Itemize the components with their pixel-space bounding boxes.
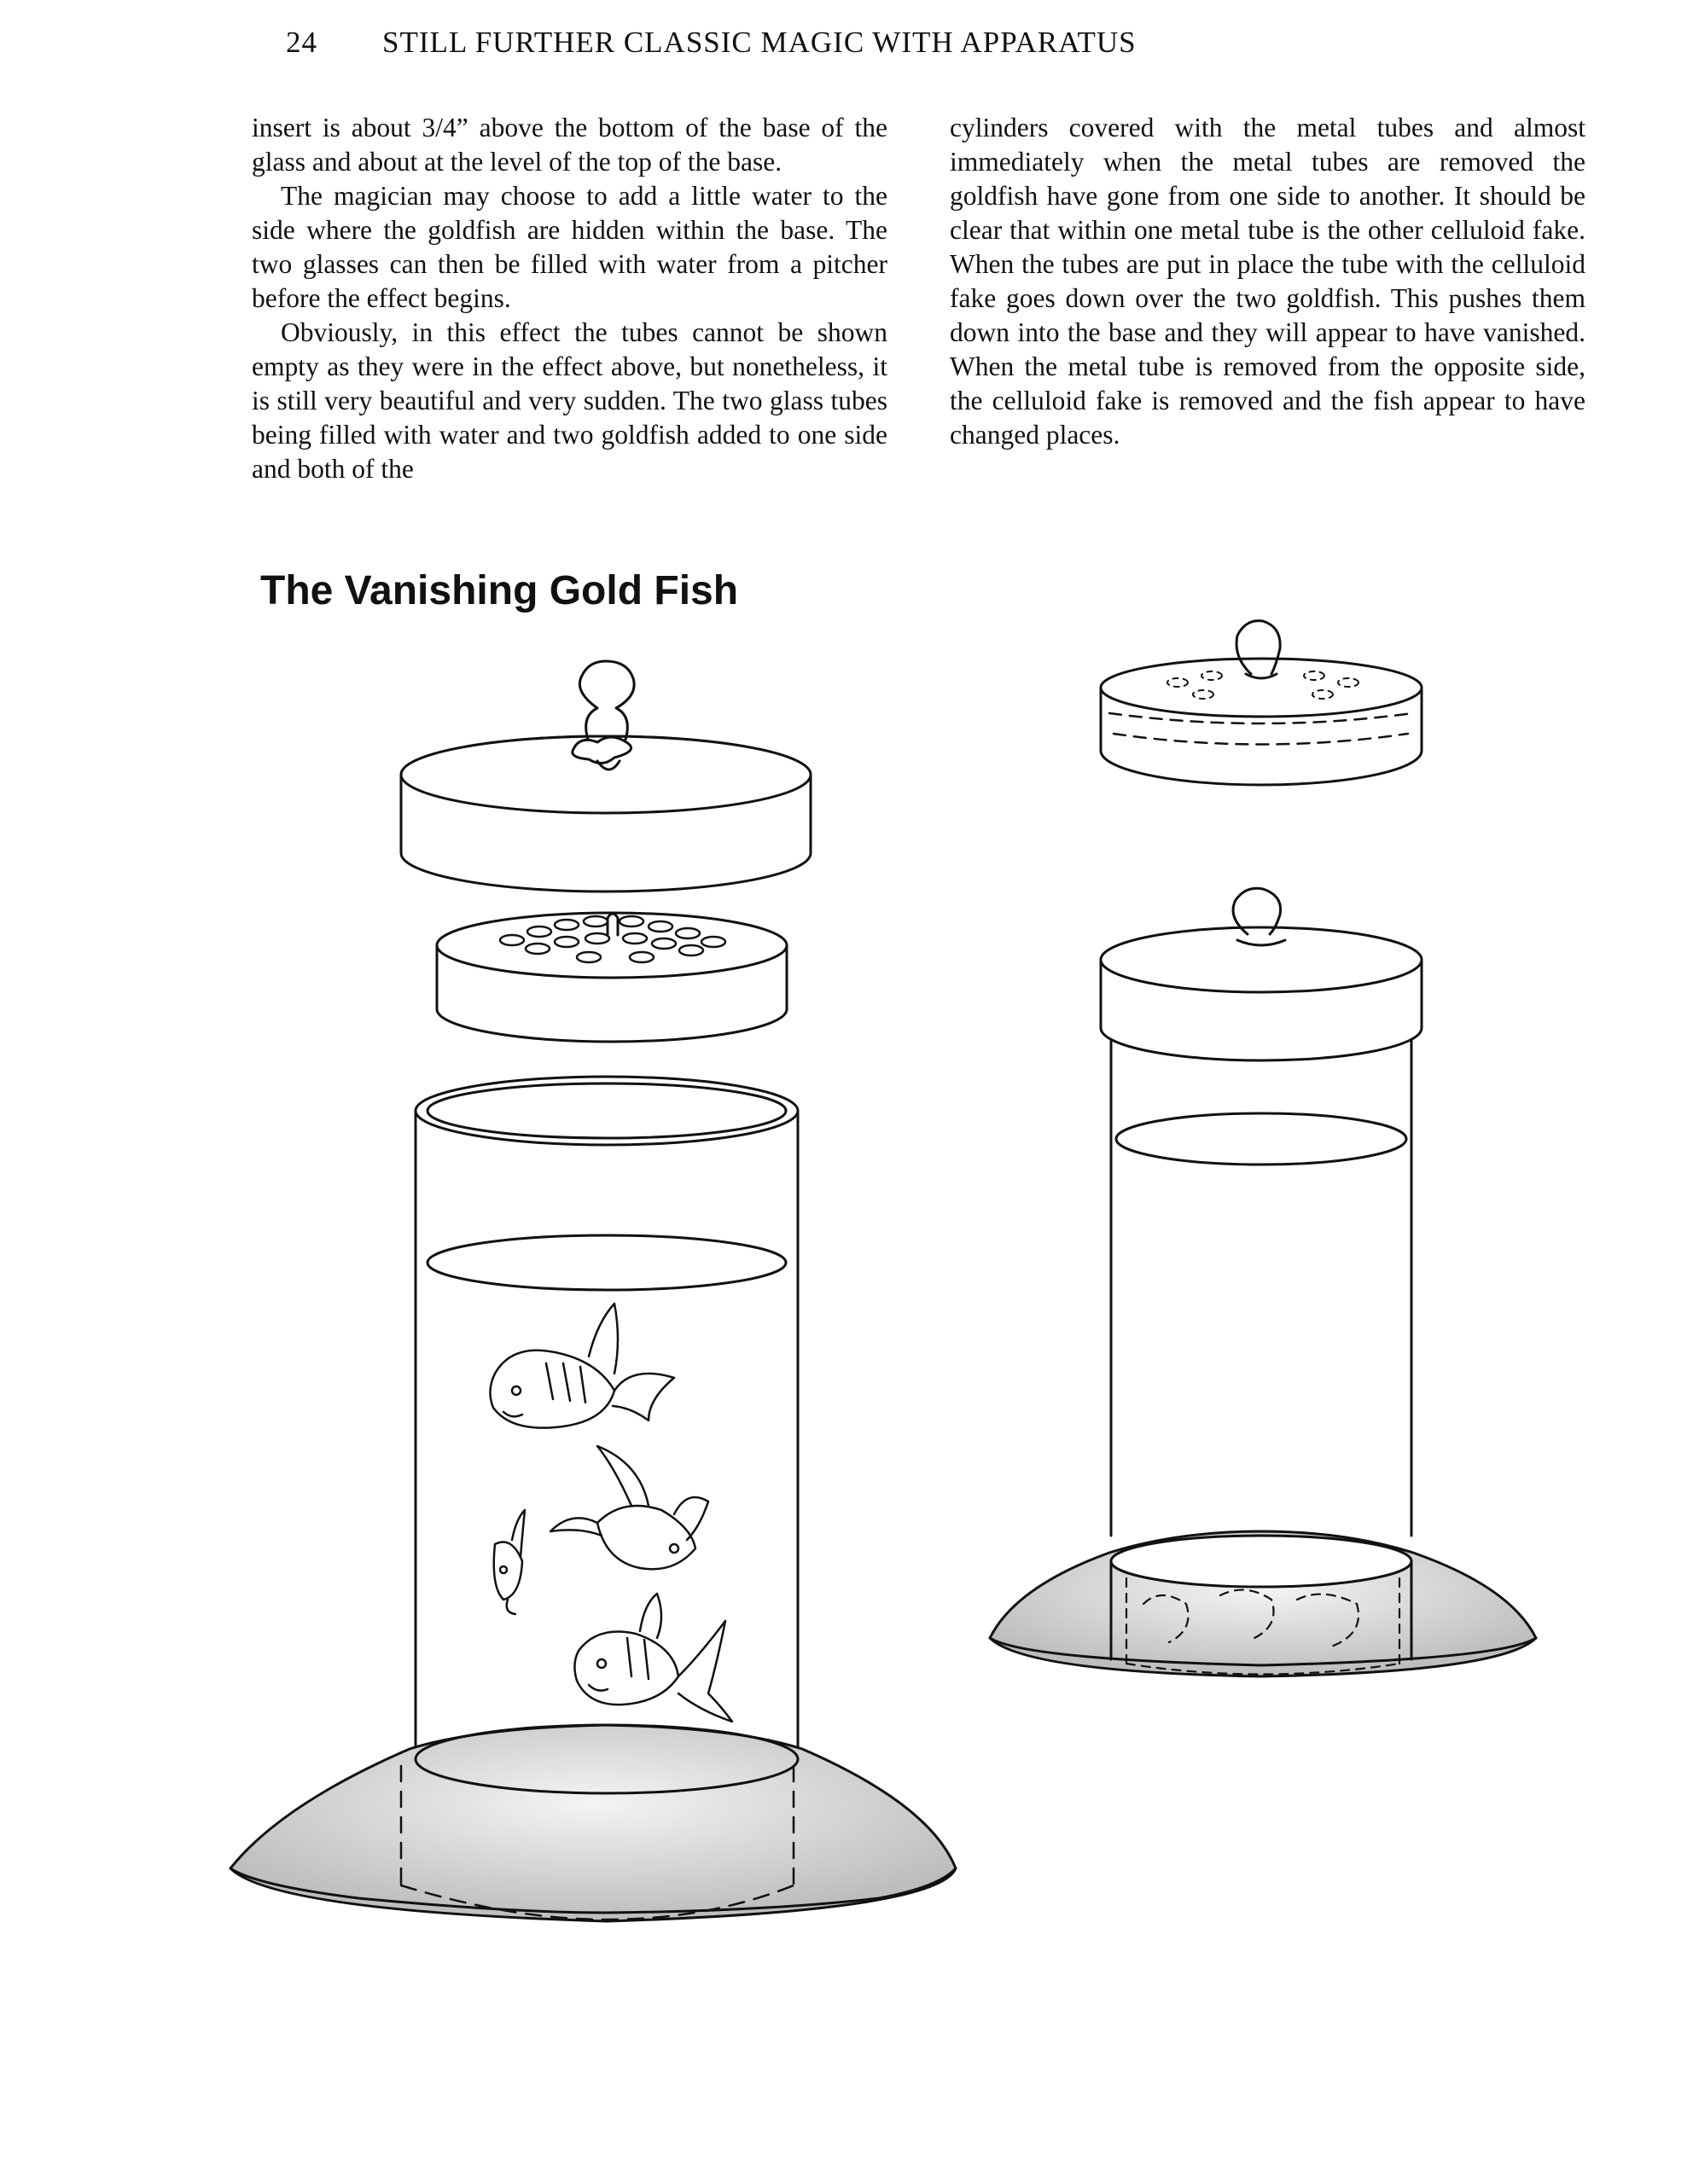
running-title: STILL FURTHER CLASSIC MAGIC WITH APPARATUS: [382, 26, 1137, 59]
left-paragraph-3: Obviously, in this effect the tubes cannot be shown empty as they were in the effect above, but nonetheless, it is still very beautiful and very sudden. The two glass tubes being filled with water and two goldfish added to one side and both of the: [252, 317, 887, 484]
left-apparatus: [230, 661, 956, 1921]
right-metal-tube: [1101, 888, 1422, 1060]
page-header: [286, 26, 1395, 77]
left-goldfish-group: [490, 1304, 732, 1722]
right-lid-with-insert: [1101, 621, 1422, 785]
left-paragraph-2: The magician may choose to add a little water to the side where the goldfish are hidden within the base. The two glasses can then be filled with water from a pitcher before the effect begins.: [252, 181, 887, 313]
right-glass-cylinder: [1111, 1041, 1411, 1536]
left-base: [230, 1725, 956, 1921]
right-apparatus: [990, 621, 1536, 1676]
right-paragraph-1: cylinders covered with the metal tubes and almost immediately when the metal tubes are removed the goldfish have gone from one side to another. It should be clear that within one metal tube is the other celluloid fake. When the tubes are put in place the tube with the celluloid fake goes down over the two goldfish. This pushes them down into the base and they will appear to have vanished. When the metal tube is removed from the opposite side, the celluloid fake is removed and the fish appear to have changed places.: [950, 113, 1585, 450]
page-number: 24: [286, 26, 317, 59]
right-text-column: [950, 111, 1585, 452]
left-text-column: [252, 111, 887, 486]
section-title: The Vanishing Gold Fish: [260, 568, 739, 613]
left-paragraph-1: insert is about 3/4” above the bottom of the base of the glass and about at the level of the top of the base.: [252, 113, 887, 177]
left-perforated-insert: [437, 913, 787, 1042]
right-base: [990, 1531, 1536, 1676]
goldfish-apparatus-illustration: [0, 597, 1693, 2048]
left-lid: [401, 661, 811, 892]
